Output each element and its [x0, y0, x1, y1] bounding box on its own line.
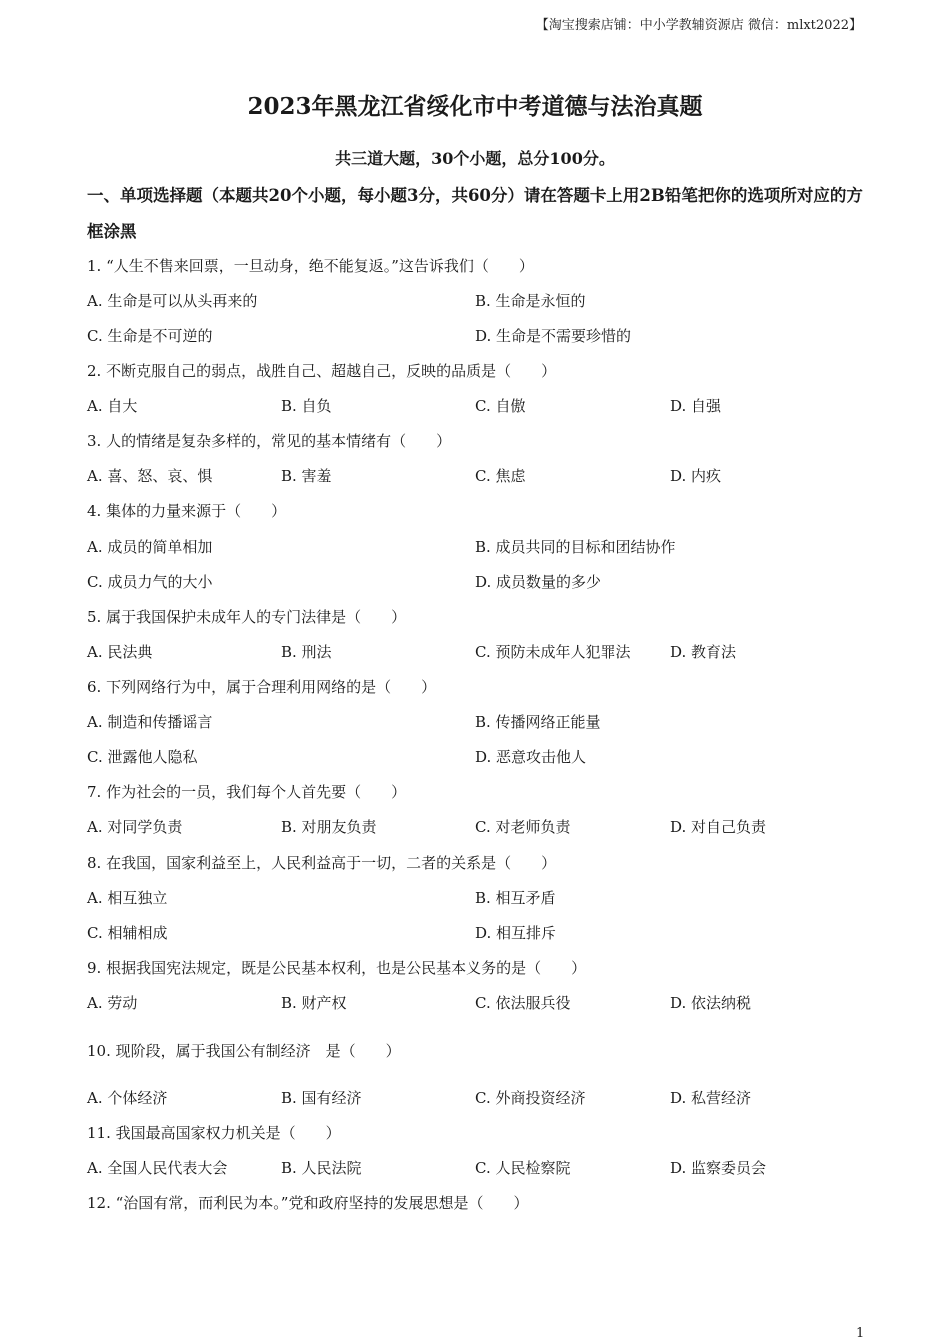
question-10-option-a: A. 个体经济 — [87, 1089, 168, 1107]
question-2-option-d: D. 自强 — [670, 397, 722, 415]
question-1-option-a: A. 生命是可以从头再来的 — [87, 292, 258, 310]
question-12-stem: 12. “治国有常，而利民为本。”党和政府坚持的发展思想是（ ） — [87, 1194, 529, 1212]
question-1-option-b: B. 生命是永恒的 — [475, 292, 586, 310]
question-1-option-c: C. 生命是不可逆的 — [87, 327, 213, 345]
question-6-option-c: C. 泄露他人隐私 — [87, 748, 198, 766]
question-3-stem: 3. 人的情绪是复杂多样的，常见的基本情绪有（ ） — [87, 432, 452, 450]
question-11-option-b: B. 人民法院 — [281, 1159, 362, 1177]
question-9-stem: 9. 根据我国宪法规定，既是公民基本权利，也是公民基本义务的是（ ） — [87, 959, 587, 977]
question-6-option-b: B. 传播网络正能量 — [475, 713, 601, 731]
question-3-option-c: C. 焦虑 — [475, 467, 526, 485]
question-2-option-c: C. 自傲 — [475, 397, 526, 415]
question-5-stem: 5. 属于我国保护未成年人的专门法律是（ ） — [87, 608, 407, 626]
question-11-option-c: C. 人民检察院 — [475, 1159, 571, 1177]
question-6-option-d: D. 恶意攻击他人 — [475, 748, 587, 766]
question-4-option-a: A. 成员的简单相加 — [87, 538, 213, 556]
question-8-option-a: A. 相互独立 — [87, 889, 168, 907]
question-2-option-b: B. 自负 — [281, 397, 332, 415]
question-11-option-d: D. 监察委员会 — [670, 1159, 767, 1177]
question-8-option-d: D. 相互排斥 — [475, 924, 557, 942]
question-8-option-b: B. 相互矛盾 — [475, 889, 556, 907]
question-1-option-d: D. 生命是不需要珍惜的 — [475, 327, 632, 345]
section-one-heading: 一、单项选择题（本题共20个小题，每小题3分，共60分）请在答题卡上用2B铅笔把你的选项所对应的方框涂黑 — [87, 186, 863, 241]
question-10-stem: 10. 现阶段，属于我国公有制经济 是（ ） — [87, 1042, 401, 1060]
page-number: 1 — [856, 1326, 865, 1341]
question-7-option-c: C. 对老师负责 — [475, 818, 571, 836]
question-8-option-c: C. 相辅相成 — [87, 924, 168, 942]
question-7-option-b: B. 对朋友负责 — [281, 818, 377, 836]
question-9-option-b: B. 财产权 — [281, 994, 347, 1012]
question-5-option-b: B. 刑法 — [281, 643, 332, 661]
question-9-option-c: C. 依法服兵役 — [475, 994, 571, 1012]
question-3-option-b: B. 害羞 — [281, 467, 332, 485]
question-6-stem: 6. 下列网络行为中，属于合理利用网络的是（ ） — [87, 678, 437, 696]
question-2-stem: 2. 不断克服自己的弱点，战胜自己、超越自己，反映的品质是（ ） — [87, 362, 557, 380]
question-5-option-c: C. 预防未成年人犯罪法 — [475, 643, 631, 661]
question-1-stem: 1. “人生不售来回票，一旦动身，绝不能复返。”这告诉我们（ ） — [87, 257, 534, 275]
question-4-option-c: C. 成员力气的大小 — [87, 573, 213, 591]
question-5-option-d: D. 教育法 — [670, 643, 737, 661]
header-note: 【淘宝搜索店铺：中小学教辅资源店 微信：mlxt2022】 — [535, 18, 862, 33]
question-10-option-c: C. 外商投资经济 — [475, 1089, 586, 1107]
page-subtitle: 共三道大题，30个小题，总分100分。 — [335, 149, 615, 168]
question-7-stem: 7. 作为社会的一员，我们每个人首先要（ ） — [87, 783, 407, 801]
question-7-option-d: D. 对自己负责 — [670, 818, 767, 836]
page-title: 2023年黑龙江省绥化市中考道德与法治真题 — [247, 93, 703, 120]
question-3-option-a: A. 喜、怒、哀、惧 — [87, 467, 213, 485]
question-4-option-b: B. 成员共同的目标和团结协作 — [475, 538, 676, 556]
question-8-stem: 8. 在我国，国家利益至上，人民利益高于一切，二者的关系是（ ） — [87, 854, 557, 872]
question-7-option-a: A. 对同学负责 — [87, 818, 183, 836]
question-11-stem: 11. 我国最高国家权力机关是（ ） — [87, 1124, 341, 1142]
question-4-option-d: D. 成员数量的多少 — [475, 573, 602, 591]
question-5-option-a: A. 民法典 — [87, 643, 153, 661]
question-9-option-a: A. 劳动 — [87, 994, 138, 1012]
question-10-option-d: D. 私营经济 — [670, 1089, 752, 1107]
question-10-option-b: B. 国有经济 — [281, 1089, 362, 1107]
question-9-option-d: D. 依法纳税 — [670, 994, 752, 1012]
question-3-option-d: D. 内疚 — [670, 467, 722, 485]
question-6-option-a: A. 制造和传播谣言 — [87, 713, 213, 731]
question-2-option-a: A. 自大 — [87, 397, 138, 415]
question-11-option-a: A. 全国人民代表大会 — [87, 1159, 228, 1177]
question-4-stem: 4. 集体的力量来源于（ ） — [87, 502, 287, 520]
